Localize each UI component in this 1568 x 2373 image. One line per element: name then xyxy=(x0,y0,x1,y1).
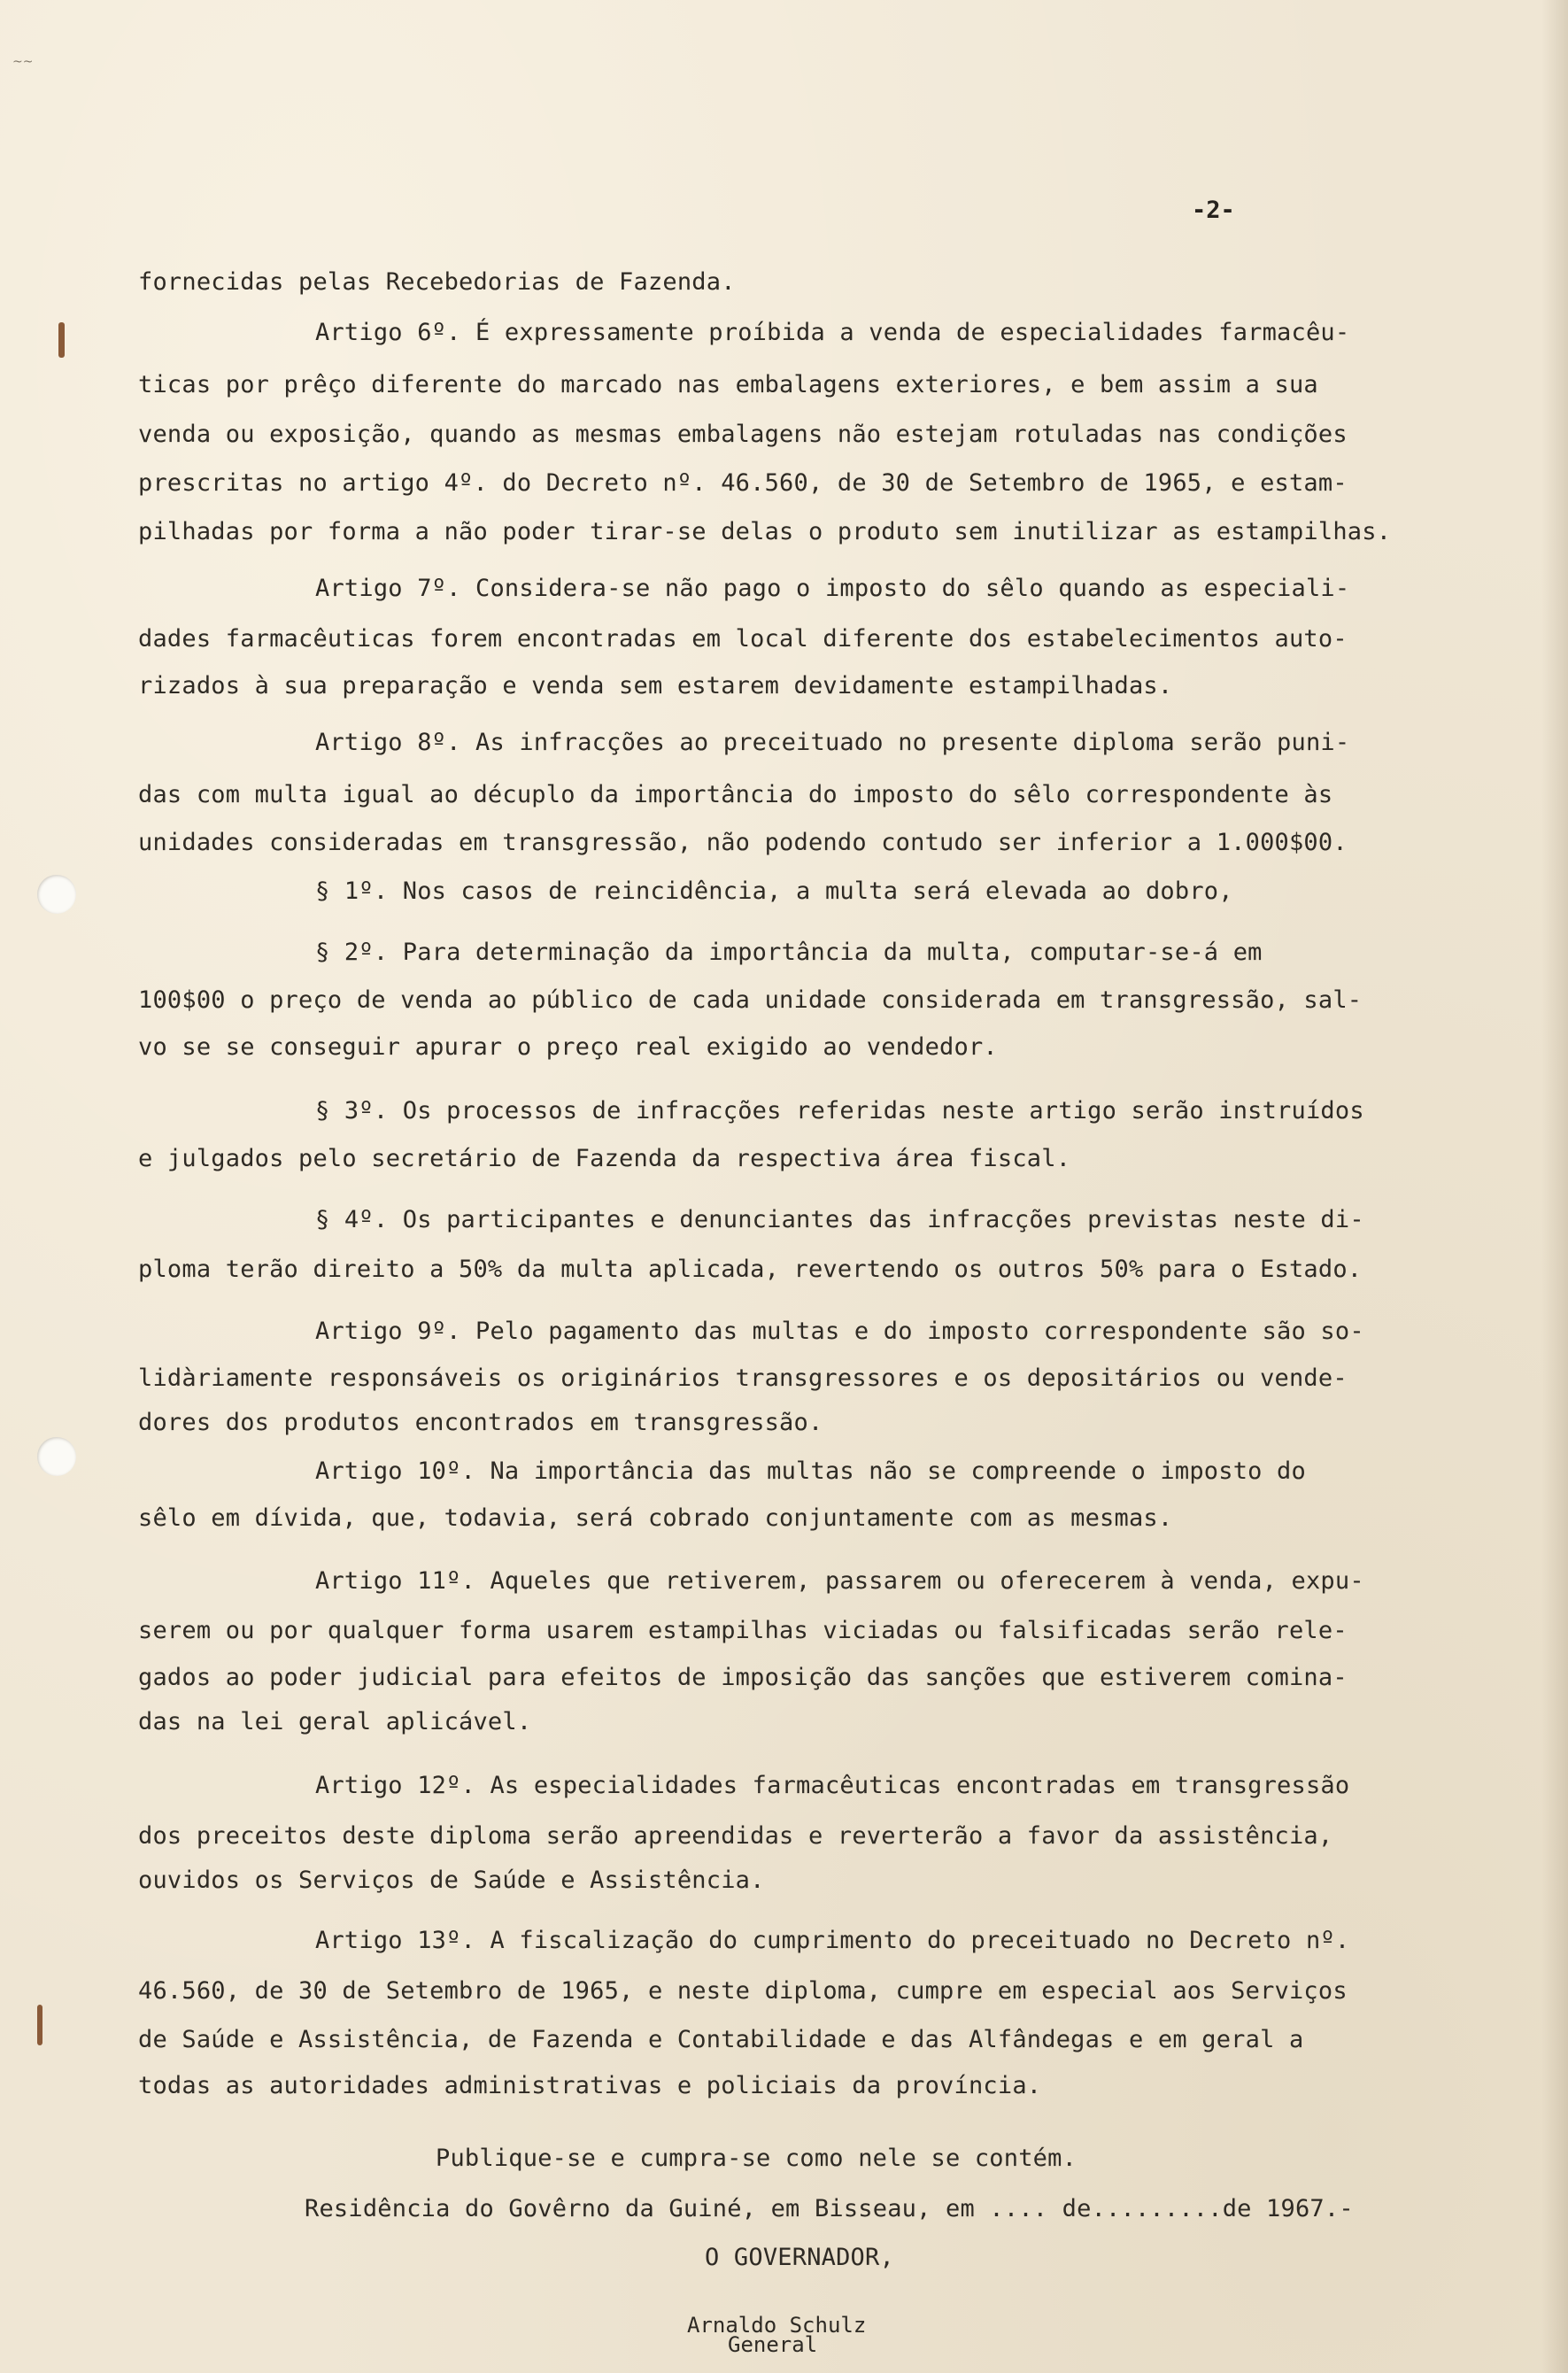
text-line: § 4º. Os participantes e denunciantes das infracções previstas neste di- xyxy=(315,1206,1364,1233)
text-line: Artigo 8º. As infracções ao preceituado no presente diploma serão puni- xyxy=(315,729,1350,756)
rust-mark xyxy=(58,322,65,358)
text-line: sêlo em dívida, que, todavia, será cobrado conjuntamente com as mesmas. xyxy=(138,1504,1173,1532)
text-line: vo se se conseguir apurar o preço real exigido ao vendedor. xyxy=(138,1033,998,1061)
text-line: gados ao poder judicial para efeitos de imposição das sanções que estiverem comina- xyxy=(138,1664,1348,1691)
text-line: ticas por prêço diferente do marcado nas embalagens exteriores, e bem assim a sua xyxy=(138,371,1318,398)
text-line: § 3º. Os processos de infracções referidas neste artigo serão instruídos xyxy=(315,1097,1364,1125)
page-number: -2- xyxy=(1192,197,1235,224)
text-line: Artigo 11º. Aqueles que retiverem, passarem ou oferecerem à venda, expu- xyxy=(315,1567,1364,1595)
page-edge-shadow xyxy=(1541,0,1568,2373)
text-line: 100$00 o preço de venda ao público de cada unidade considerada em transgressão, sal- xyxy=(138,986,1363,1014)
text-line: de Saúde e Assistência, de Fazenda e Contabilidade e das Alfândegas e em geral a xyxy=(138,2026,1304,2053)
punch-hole-top xyxy=(37,875,76,914)
margin-scribble: ~~ xyxy=(12,55,34,69)
text-line: dos preceitos deste diploma serão apreendidas e reverterão a favor da assistência, xyxy=(138,1822,1333,1850)
text-line: unidades consideradas em transgressão, não podendo contudo ser inferior a 1.000$00. xyxy=(138,829,1348,856)
text-line: § 2º. Para determinação da importância da multa, computar-se-á em xyxy=(315,939,1263,966)
text-line: e julgados pelo secretário de Fazenda da respectiva área fiscal. xyxy=(138,1145,1071,1172)
text-line: dades farmacêuticas forem encontradas em local diferente dos estabelecimentos auto- xyxy=(138,625,1348,653)
text-line: venda ou exposição, quando as mesmas embalagens não estejam rotuladas nas condições xyxy=(138,421,1348,448)
text-line: das na lei geral aplicável. xyxy=(138,1708,532,1735)
text-line: lidàriamente responsáveis os originários transgressores e os depositários ou vende- xyxy=(138,1364,1348,1392)
text-line: Artigo 7º. Considera-se não pago o imposto do sêlo quando as especiali- xyxy=(315,575,1350,602)
text-line: das com multa igual ao décuplo da importância do imposto do sêlo correspondente às xyxy=(138,781,1333,808)
rust-mark xyxy=(37,2005,42,2045)
text-line: Artigo 6º. É expressamente proíbida a venda de especialidades farmacêu- xyxy=(315,319,1350,346)
punch-hole-bottom xyxy=(37,1437,76,1476)
text-line: dores dos produtos encontrados em transgressão. xyxy=(138,1409,823,1436)
signature-name: Arnaldo Schulz xyxy=(687,2313,867,2338)
text-line: Artigo 13º. A fiscalização do cumprimento do preceituado no Decreto nº. xyxy=(315,1927,1350,1954)
text-line: Artigo 10º. Na importância das multas não se compreende o imposto do xyxy=(315,1457,1306,1485)
signature-title: General xyxy=(728,2332,818,2357)
text-line: fornecidas pelas Recebedorias de Fazenda. xyxy=(138,268,736,296)
text-line: serem ou por qualquer forma usarem estampilhas viciadas ou falsificadas serão rele- xyxy=(138,1617,1348,1644)
text-line: todas as autoridades administrativas e policiais da província. xyxy=(138,2072,1042,2099)
text-line: Artigo 9º. Pelo pagamento das multas e do imposto correspondente são so- xyxy=(315,1318,1364,1345)
text-line: ploma terão direito a 50% da multa aplicada, revertendo os outros 50% para o Estado. xyxy=(138,1256,1363,1283)
governor-heading: O GOVERNADOR, xyxy=(705,2244,894,2271)
text-line: prescritas no artigo 4º. do Decreto nº. 46.560, de 30 de Setembro de 1965, e estam- xyxy=(138,469,1348,497)
text-line: Residência do Govêrno da Guiné, em Bisseau, em .... de.........de 1967.- xyxy=(305,2195,1354,2222)
text-line: § 1º. Nos casos de reincidência, a multa será elevada ao dobro, xyxy=(315,877,1233,905)
text-line: 46.560, de 30 de Setembro de 1965, e neste diploma, cumpre em especial aos Serviços xyxy=(138,1977,1348,2005)
text-line: pilhadas por forma a não poder tirar-se delas o produto sem inutilizar as estampilhas. xyxy=(138,518,1392,545)
text-line: Artigo 12º. As especialidades farmacêuticas encontradas em transgressão xyxy=(315,1772,1350,1799)
text-line: ouvidos os Serviços de Saúde e Assistência. xyxy=(138,1867,765,1894)
text-line: Publique-se e cumpra-se como nele se contém. xyxy=(436,2145,1078,2172)
text-line: rizados à sua preparação e venda sem estarem devidamente estampilhadas. xyxy=(138,672,1173,700)
